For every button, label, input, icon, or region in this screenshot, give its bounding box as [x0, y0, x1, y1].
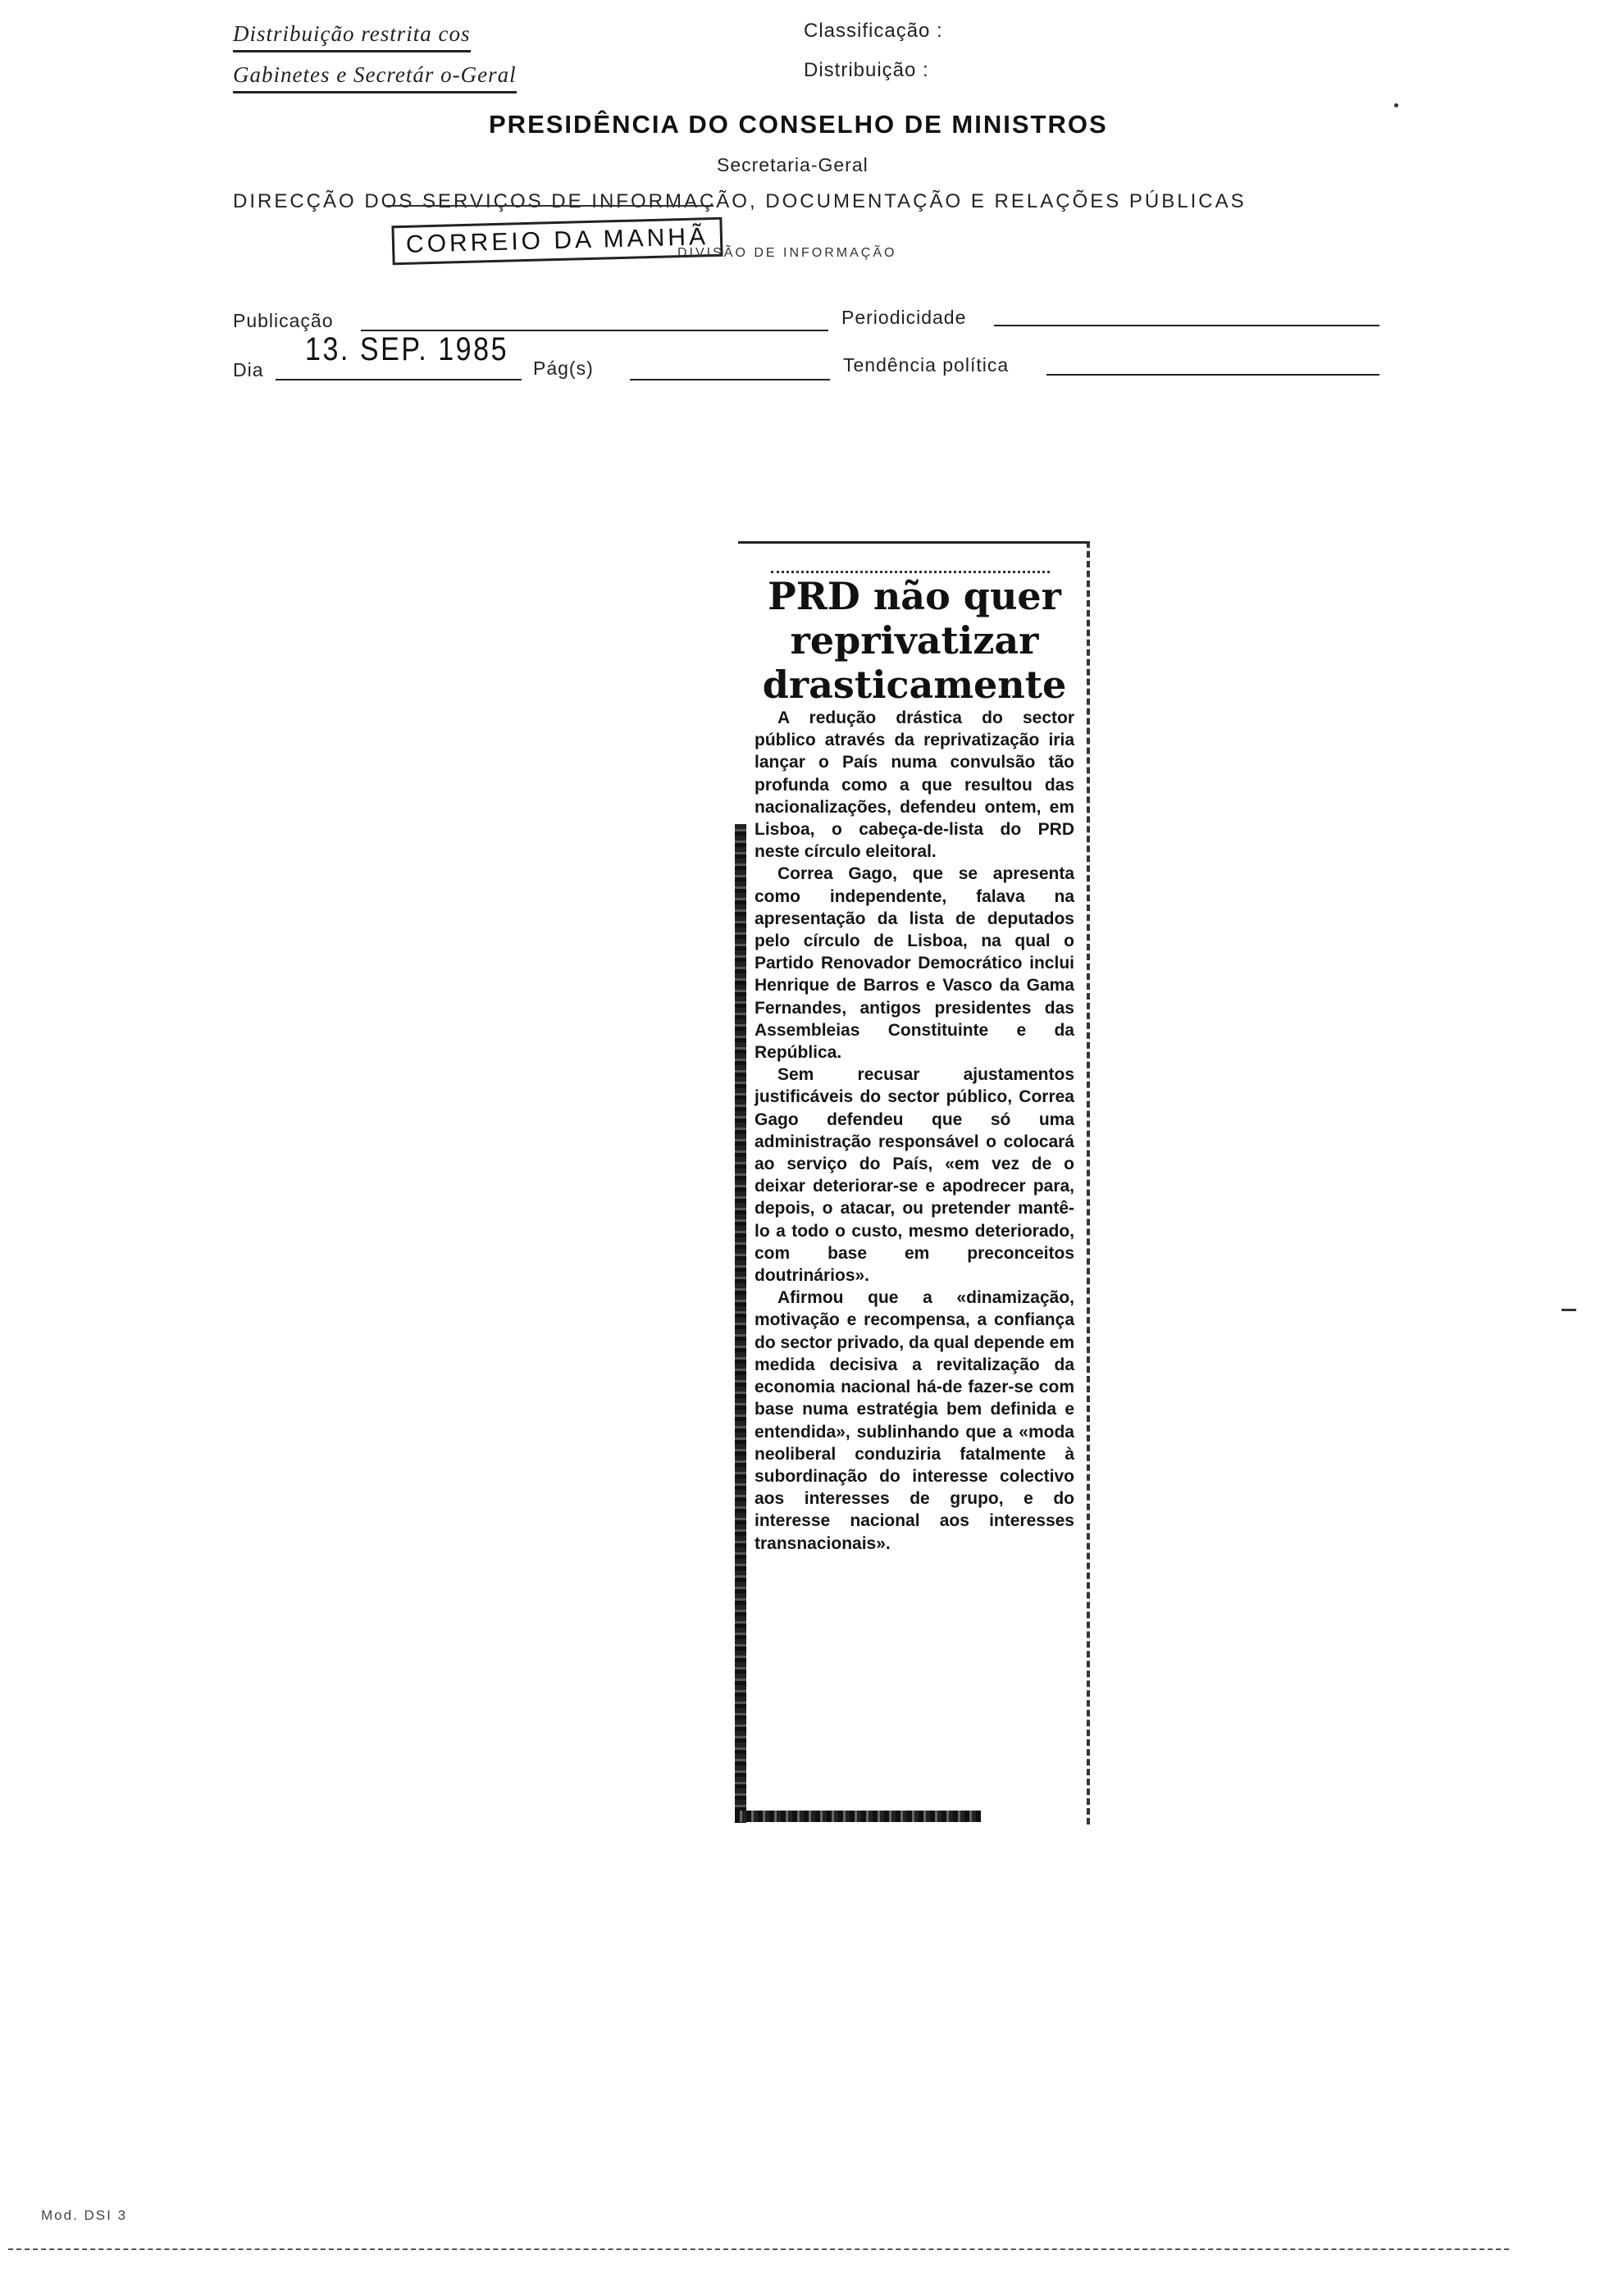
- clipping-scribble: [771, 548, 1050, 573]
- headline-line-1: PRD não quer: [768, 574, 1061, 618]
- article-paragraph: Correa Gago, que se apresenta como independente, falava na apresentação da lista de deputados pelo círculo de Lisboa, na qual o Partido Renovador Democrático inclui Henrique de Barros e Vasco da Gama Fernandes, antigos presidentes das Assembleias Constituinte e da República.: [755, 864, 1074, 1063]
- scan-noise-line: [8, 2248, 1509, 2250]
- publication-label: Publicação: [233, 310, 334, 331]
- page-subtitle: Secretaria-Geral: [717, 154, 869, 175]
- form-code: Mod. DSI 3: [41, 2207, 128, 2223]
- periodicity-line: [994, 325, 1379, 326]
- clipping-article-body: [755, 707, 1074, 1555]
- clipping-torn-left-edge: [735, 824, 746, 1823]
- day-line: [276, 379, 522, 380]
- restricted-distribution-line2: Gabinetes e Secretár o-Geral: [233, 62, 517, 93]
- article-paragraph: Afirmou que a «dinamização, motivação e recompensa, a confiança do sector privado, da qual depende em medida decisiva a revitalização da economia nacional há-de fazer-se com base numa estratégia bem definida e entendida», sublinhando que a «moda neoliberal conduziria fatalmente à subordinação do interesse colectivo aos interesses de grupo, e do interesse nacional aos interesses transnacionais».: [755, 1288, 1074, 1553]
- day-value: 13. SEP. 1985: [305, 331, 509, 367]
- strikethrough-line: [385, 205, 714, 207]
- newspaper-stamp: CORREIO DA MANHÃ: [391, 217, 723, 266]
- pages-line: [630, 379, 830, 380]
- distribution-label: Distribuição :: [804, 59, 929, 81]
- day-label: Dia: [233, 359, 264, 380]
- classification-label: Classificação :: [804, 20, 943, 42]
- article-paragraph: A redução drástica do sector público através da reprivatização iria lançar o País numa convulsão tão profunda como a que resultou das nacionalizações, defendeu ontem, em Lisboa, o cabeça-de-lista do PRD neste círculo eleitoral.: [755, 708, 1074, 862]
- speck-dot: [1394, 103, 1398, 107]
- tendency-label: Tendência política: [843, 354, 1010, 376]
- headline-line-3: drasticamente: [762, 663, 1067, 707]
- clipping-torn-bottom-edge: [735, 1811, 981, 1822]
- direction-line: DIRECÇÃO DOS SERVIÇOS DE INFORMAÇÃO, DOCUMENTAÇÃO E RELAÇÕES PÚBLICAS: [233, 190, 1247, 212]
- periodicity-label: Periodicidade: [841, 307, 967, 328]
- page-title: PRESIDÊNCIA DO CONSELHO DE MINISTROS: [489, 110, 1108, 139]
- division-label: DIVISÃO DE INFORMAÇÃO: [677, 246, 897, 260]
- article-paragraph: Sem recusar ajustamentos justificáveis do sector público, Correa Gago defendeu que só uma administração responsável o colocará ao serviço do País, «em vez de o deixar deteriorar-se e apodrecer para, depois, o atacar, ou pretender mantê-lo a todo o custo, mesmo deteriorado, com base em preconceitos doutrinários».: [755, 1065, 1074, 1286]
- margin-mark: [1562, 1309, 1576, 1311]
- clipping-headline: [746, 574, 1083, 707]
- tendency-line: [1046, 374, 1379, 376]
- headline-line-2: reprivatizar: [790, 618, 1039, 663]
- pages-label: Pág(s): [533, 358, 594, 379]
- restricted-distribution-line1: Distribuição restrita cos: [233, 21, 471, 52]
